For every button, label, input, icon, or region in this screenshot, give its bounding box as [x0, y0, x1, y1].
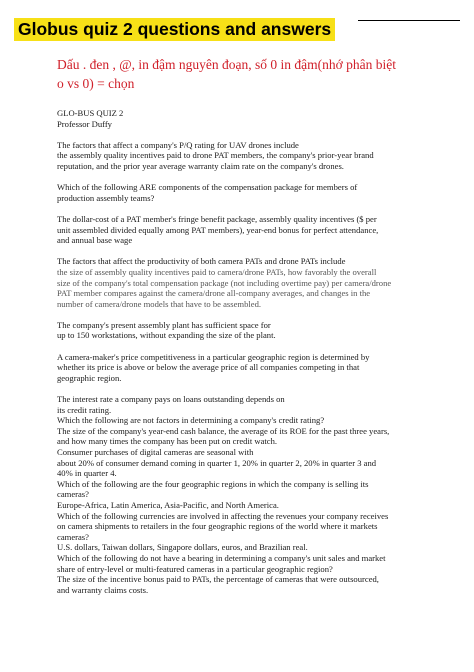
answer-line: number of camera/drone models that have to be assembled. [57, 298, 262, 309]
body-line: Which of the following currencies are involved in affecting the revenues your company receives [57, 510, 389, 521]
legend-note-line: o vs 0) = chọn [57, 76, 135, 91]
answer-line: the size of assembly quality incentives paid to camera/drone PATs, how favorably the overall [57, 266, 377, 277]
professor-name: Professor Duffy [57, 118, 112, 129]
body-line: The factors that affect the productivity of both camera PATs and drone PATs include [57, 256, 346, 267]
answer-line: size of the company's total compensation package (not including overtime pay) per camera/drone [57, 277, 392, 288]
body-line: up to 150 workstations, without expanding the size of the plant. [57, 330, 276, 341]
body-line: The company's present assembly plant has sufficient space for [57, 319, 271, 330]
body-line: and annual base wage [57, 235, 133, 246]
body-line: The size of the company's year-end cash balance, the average of its ROE for the past three years, [57, 425, 390, 436]
body-line: Europe-Africa, Latin America, Asia-Pacific, and North America. [57, 499, 279, 510]
body-line: and warranty claims costs. [57, 584, 149, 595]
body-line: its credit rating. [57, 404, 112, 415]
quiz-header: GLO-BUS QUIZ 2 [57, 108, 124, 118]
body-line: on camera shipments to retailers in the four geographic regions of the world where it markets [57, 521, 378, 532]
document-body [57, 108, 457, 595]
legend-note-line: Dấu . đen , @, in đậm nguyên đoạn, số 0 in đậm(nhớ phân biệt [57, 57, 397, 72]
body-line: reputation, and the prior year average warranty claim rate on the company's drones. [57, 160, 344, 171]
body-line: 40% in quarter 4. [57, 468, 117, 479]
legend-note [57, 55, 457, 93]
body-line: unit assembled divided equally among PAT members), year-end bonus for perfect attendance, [57, 224, 379, 235]
body-line: whether its price is above or below the average price of all companies competing in that [57, 362, 360, 373]
body-line: Which of the following ARE components of the compensation package for members of [57, 182, 358, 193]
body-line: Which of the following do not have a bearing in determining a company's unit sales and market [57, 552, 386, 563]
title-underline-rule [358, 20, 460, 21]
body-line: share of entry-level or multi-featured cameras in a particular geographic region? [57, 563, 333, 574]
body-line: production assembly teams? [57, 192, 155, 203]
body-line: The factors that affect a company's P/Q rating for UAV drones include [57, 139, 299, 150]
body-line: Which the following are not factors in determining a company's credit rating? [57, 415, 325, 426]
answer-line: PAT member compares against the camera/drone all-company averages, and changes in the [57, 288, 371, 299]
document-title: Globus quiz 2 questions and answers [14, 18, 335, 41]
body-line: cameras? [57, 489, 89, 500]
body-line: Consumer purchases of digital cameras are seasonal with [57, 447, 254, 457]
body-line: The dollar-cost of a PAT member's fringe benefit package, assembly quality incentives ($ per [57, 213, 377, 224]
body-line: A camera-maker's price competitiveness in a particular geographic region is determined by [57, 351, 370, 362]
body-line: U.S. dollars, Taiwan dollars, Singapore dollars, euros, and Brazilian real. [57, 542, 308, 553]
body-line: geographic region. [57, 372, 122, 383]
body-line: about 20% of consumer demand coming in quarter 1, 20% in quarter 2, 20% in quarter 3 and [57, 457, 377, 468]
body-line: cameras? [57, 531, 89, 542]
body-line: Which of the following are the four geographic regions in which the company is selling its [57, 478, 369, 489]
body-line: The interest rate a company pays on loans outstanding depends on [57, 394, 285, 405]
body-line: The size of the incentive bonus paid to PATs, the percentage of cameras that were outsourced, [57, 574, 379, 585]
body-line: the assembly quality incentives paid to drone PAT members, the company's prior-year brand [57, 150, 374, 161]
body-line: and how many times the company has been put on credit watch. [57, 436, 278, 447]
